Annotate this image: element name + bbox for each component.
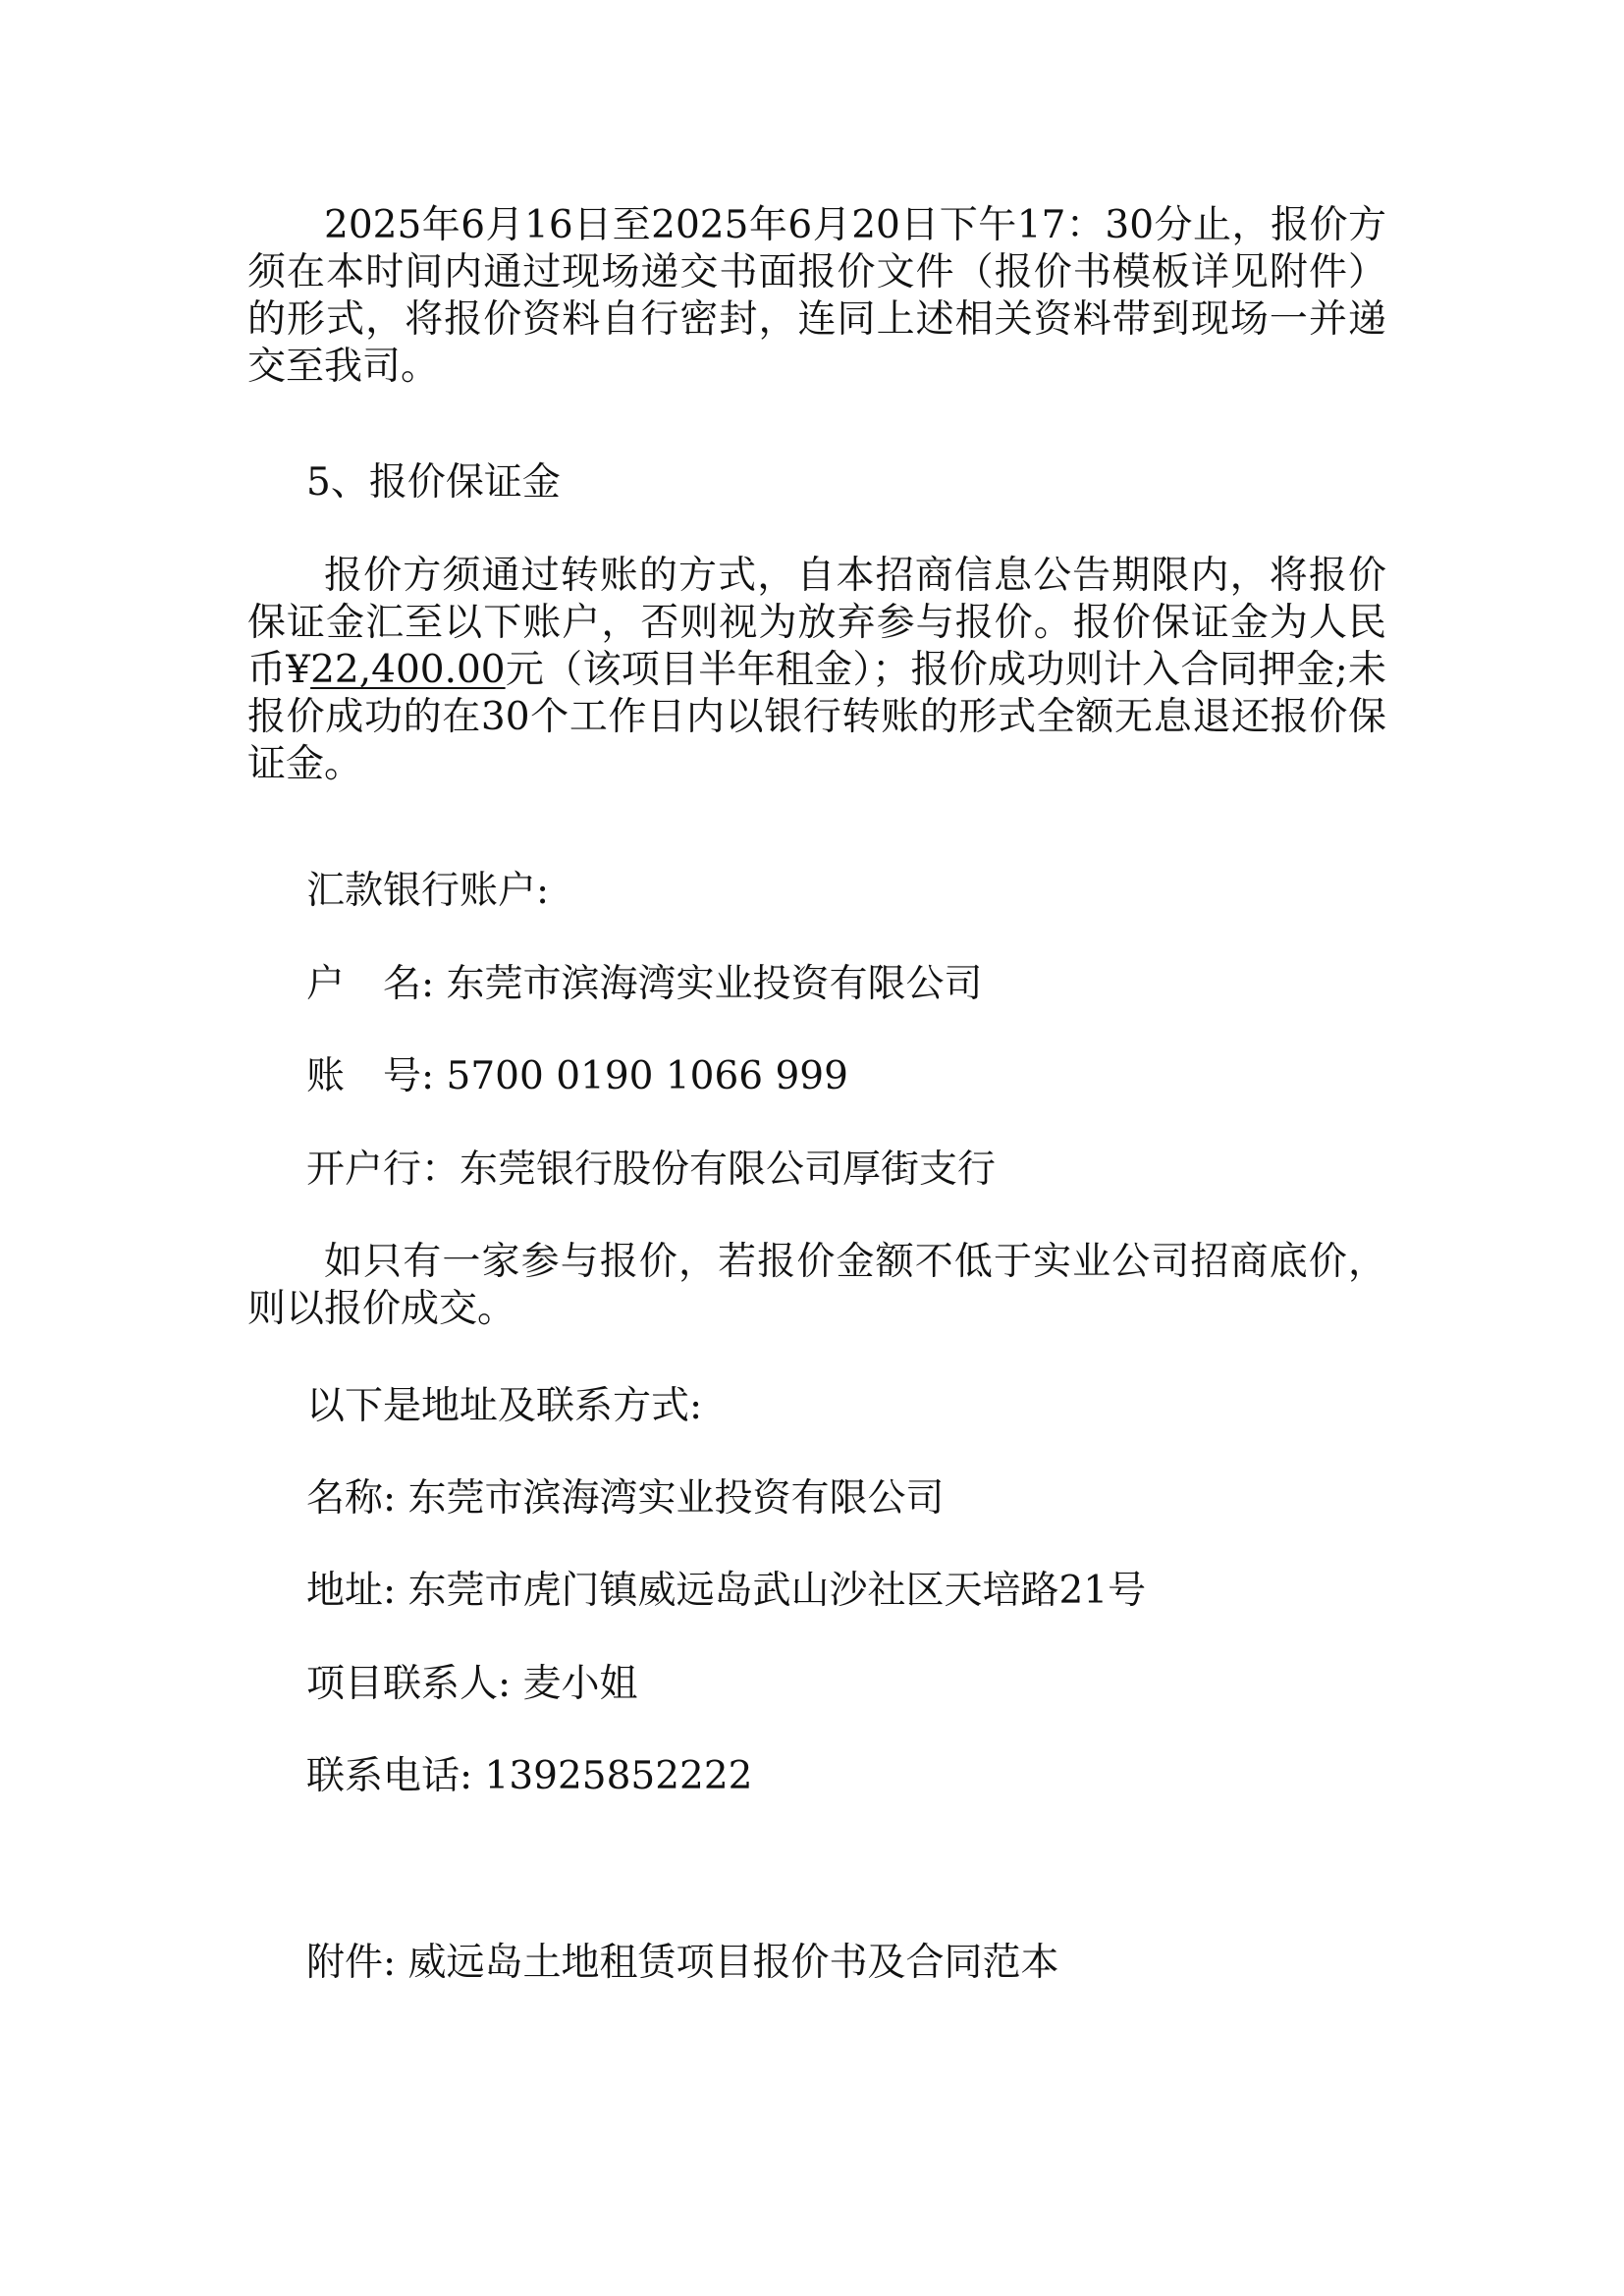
contact-person-line: 项目联系人: 麦小姐 <box>306 1662 638 1706</box>
deposit-text-after: 元（该项目半年租金）；报价成功则计入合同押金;未报价成功的在30个工作日内以银行转账的形式全额无息退还报价保证金。 <box>247 648 1386 786</box>
account-name-value: 东莞市滨海湾实业投资有限公司 <box>446 962 983 1006</box>
attachment-line: 附件: 威远岛土地租赁项目报价书及合同范本 <box>306 1941 1059 1985</box>
account-number-label: 账 号: <box>306 1054 435 1098</box>
bank-name-label: 开户行： <box>306 1148 460 1192</box>
account-name-line <box>306 961 983 1008</box>
submission-deadline-paragraph: 2025年6月16日至2025年6月20日下午17：30分止，报价方须在本时间内通过现场递交书面报价文件（报价书模板详见附件）的形式，将报价资料自行密封，连同上述相关资料带到现场一并递交至我司。 <box>247 203 1386 389</box>
account-number-value: 5700 0190 1066 999 <box>446 1054 848 1098</box>
deposit-amount: 22,400.00 <box>310 648 506 692</box>
company-name-line: 名称: 东莞市滨海湾实业投资有限公司 <box>306 1476 945 1521</box>
bank-name-value: 东莞银行股份有限公司厚街支行 <box>460 1148 997 1192</box>
account-name-label: 户 名: <box>306 962 435 1006</box>
bank-name-line <box>306 1147 996 1194</box>
bank-account-heading: 汇款银行账户: <box>306 869 550 913</box>
deposit-paragraph <box>247 553 1386 788</box>
deposit-text-before: 报价方须通过转账的方式，自本招商信息公告期限内，将报价保证金汇至以下账户，否则视为放弃参与报价。报价保证金为人民币¥ <box>247 554 1386 692</box>
phone-line: 联系电话: 13925852222 <box>306 1754 753 1798</box>
address-line: 地址: 东莞市虎门镇威远岛武山沙社区天培路21号 <box>306 1569 1147 1613</box>
contact-heading: 以下是地址及联系方式: <box>306 1384 703 1428</box>
account-number-line <box>306 1053 848 1100</box>
section-5-heading: 5、报价保证金 <box>306 460 561 505</box>
single-bidder-paragraph: 如只有一家参与报价，若报价金额不低于实业公司招商底价，则以报价成交。 <box>247 1240 1386 1331</box>
